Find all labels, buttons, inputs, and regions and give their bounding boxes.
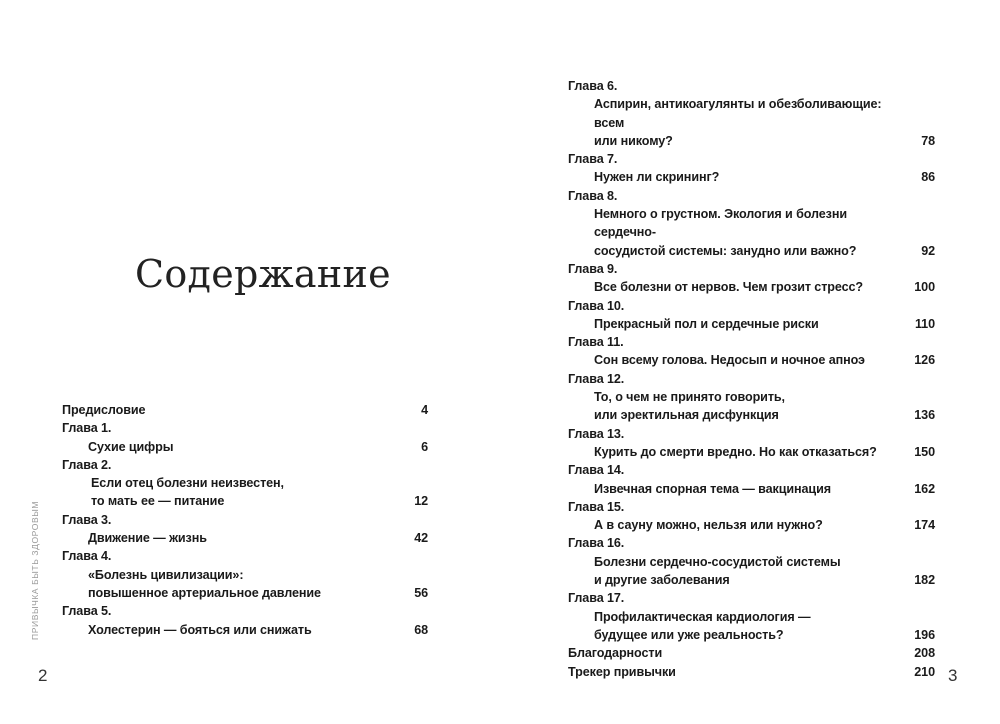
toc-entry bbox=[568, 571, 935, 589]
toc-entry-text: Глава 12. bbox=[568, 371, 625, 386]
toc-entry-text: Глава 7. bbox=[568, 152, 618, 167]
toc-entry-text: Сухие цифры bbox=[88, 439, 174, 454]
toc-entry-text: будущее или уже реальность? bbox=[594, 627, 784, 642]
toc-entry-text: Болезни сердечно-сосудистой системы bbox=[594, 554, 841, 569]
toc-entry bbox=[62, 438, 428, 456]
toc-entry bbox=[568, 406, 935, 424]
toc-entry-text: То, о чем не принято говорить, bbox=[594, 390, 785, 405]
toc-entry bbox=[568, 351, 935, 369]
toc-entry bbox=[568, 443, 935, 461]
toc-entry bbox=[62, 401, 428, 419]
toc-entry-text: Все болезни от нервов. Чем грозит стресс? bbox=[594, 280, 864, 295]
toc-entry-text: Глава 10. bbox=[568, 298, 625, 313]
toc-entry bbox=[568, 480, 935, 498]
toc-entry-text: Профилактическая кардиология — bbox=[594, 609, 811, 624]
toc-entry-text: А в сауну можно, нельзя или нужно? bbox=[594, 518, 823, 533]
toc-entry-text: «Болезнь цивилизации»: bbox=[88, 567, 244, 582]
toc-entry bbox=[568, 553, 935, 571]
toc-chapter-label bbox=[62, 511, 428, 529]
toc-entry-text: Немного о грустном. Экология и болезни сердечно- bbox=[594, 207, 847, 240]
toc-entry-text: Нужен ли скрининг? bbox=[594, 170, 720, 185]
toc-chapter-label bbox=[62, 456, 428, 474]
toc-entry-text: Глава 9. bbox=[568, 261, 618, 276]
toc-entry-text: и другие заболевания bbox=[594, 573, 730, 588]
running-head: ПРИВЫЧКА БЫТЬ ЗДОРОВЫМ bbox=[30, 500, 40, 640]
toc-chapter-label bbox=[568, 370, 935, 388]
toc-entry bbox=[568, 315, 935, 333]
toc-chapter-label bbox=[568, 425, 935, 443]
toc-chapter-label bbox=[568, 333, 935, 351]
toc-entry-text: Глава 16. bbox=[568, 536, 625, 551]
toc-entry-text: Извечная спорная тема — вакцинация bbox=[594, 481, 831, 496]
toc-page-number: 56 bbox=[414, 585, 428, 600]
toc-entry bbox=[568, 608, 935, 626]
toc-entry bbox=[568, 644, 935, 662]
toc-chapter-label bbox=[568, 534, 935, 552]
toc-chapter-label bbox=[568, 498, 935, 516]
page-number: 2 bbox=[38, 666, 48, 685]
toc-entry-text: Глава 15. bbox=[568, 499, 625, 514]
toc-entry-text: сосудистой системы: занудно или важно? bbox=[594, 243, 857, 258]
toc-entry bbox=[62, 492, 428, 510]
toc-entry bbox=[568, 168, 935, 186]
toc-chapter-label bbox=[62, 602, 428, 620]
toc-entry bbox=[568, 516, 935, 534]
toc-chapter-label bbox=[568, 260, 935, 278]
toc-page-number: 136 bbox=[914, 408, 935, 423]
toc-entry-text: Прекрасный пол и сердечные риски bbox=[594, 316, 819, 331]
toc-chapter-label bbox=[568, 187, 935, 205]
page-number: 3 bbox=[948, 666, 958, 685]
right-page bbox=[500, 0, 1000, 724]
toc-page-number: 42 bbox=[414, 531, 428, 546]
toc-chapter-label bbox=[568, 150, 935, 168]
toc-entry-text: Аспирин, антикоагулянты и обезболивающие: всем bbox=[594, 97, 882, 130]
toc-entry bbox=[568, 278, 935, 296]
toc-entry-text: Предисловие bbox=[62, 403, 146, 417]
toc-entry-text: Сон всему голова. Недосып и ночное апноэ bbox=[594, 353, 865, 368]
toc-page-number: 100 bbox=[914, 280, 935, 295]
toc-page-number: 86 bbox=[921, 170, 935, 185]
toc-entry-text: Глава 2. bbox=[62, 457, 112, 472]
toc-chapter-label bbox=[568, 589, 935, 607]
toc-chapter-label bbox=[568, 461, 935, 479]
toc-entry bbox=[62, 621, 428, 639]
toc-entry-text: то мать ее — питание bbox=[91, 494, 225, 509]
toc-page-number: 12 bbox=[414, 494, 428, 509]
toc-page-number: 208 bbox=[914, 646, 935, 661]
toc-entry-text: Холестерин — бояться или снижать bbox=[88, 622, 312, 637]
toc-entry-text: или никому? bbox=[594, 133, 673, 148]
toc-entry bbox=[568, 95, 935, 132]
toc-page-number: 6 bbox=[421, 439, 428, 454]
toc-entry bbox=[62, 566, 428, 584]
toc-page-number: 126 bbox=[914, 353, 935, 368]
toc-chapter-label bbox=[568, 297, 935, 315]
toc-entry-text: повышенное артериальное давление bbox=[88, 585, 321, 600]
toc-entry bbox=[62, 584, 428, 602]
toc-page-number: 196 bbox=[914, 627, 935, 642]
toc-entry bbox=[568, 663, 935, 681]
toc-entry-text: Глава 13. bbox=[568, 426, 625, 441]
toc-entry-text: или эректильная дисфункция bbox=[594, 408, 779, 423]
toc-entry-text: Глава 3. bbox=[62, 512, 112, 527]
toc-page-number: 68 bbox=[414, 622, 428, 637]
toc-entry bbox=[62, 529, 428, 547]
toc-entry bbox=[568, 626, 935, 644]
table-of-contents-left bbox=[62, 401, 428, 639]
toc-entry-text: Если отец болезни неизвестен, bbox=[91, 476, 284, 491]
toc-entry-text: Глава 6. bbox=[568, 79, 618, 93]
toc-page-number: 174 bbox=[914, 518, 935, 533]
toc-entry-text: Курить до смерти вредно. Но как отказаться? bbox=[594, 444, 877, 459]
toc-page-number: 78 bbox=[921, 133, 935, 148]
toc-chapter-label bbox=[62, 419, 428, 437]
toc-entry bbox=[568, 132, 935, 150]
toc-page-number: 150 bbox=[914, 444, 935, 459]
toc-entry-text: Глава 4. bbox=[62, 549, 112, 564]
toc-page-number: 210 bbox=[914, 664, 935, 679]
toc-entry bbox=[62, 474, 428, 492]
toc-entry bbox=[568, 242, 935, 260]
toc-entry-text: Глава 11. bbox=[568, 335, 624, 350]
toc-entry bbox=[568, 205, 935, 242]
toc-entry-text: Глава 8. bbox=[568, 188, 618, 203]
toc-page-number: 162 bbox=[914, 481, 935, 496]
toc-page-number: 92 bbox=[921, 243, 935, 258]
toc-entry-text: Благодарности bbox=[568, 646, 663, 661]
table-of-contents-right bbox=[568, 77, 935, 681]
toc-entry-text: Трекер привычки bbox=[568, 664, 676, 679]
toc-chapter-label bbox=[568, 77, 935, 95]
toc-page-number: 182 bbox=[914, 573, 935, 588]
toc-page-number: 110 bbox=[914, 316, 935, 331]
toc-entry-text: Движение — жизнь bbox=[88, 531, 207, 546]
toc-entry-text: Глава 1. bbox=[62, 421, 112, 436]
toc-page-number: 4 bbox=[421, 403, 428, 417]
toc-chapter-label bbox=[62, 547, 428, 565]
toc-entry-text: Глава 14. bbox=[568, 463, 625, 478]
toc-entry-text: Глава 5. bbox=[62, 604, 112, 619]
page-title: Содержание bbox=[135, 252, 391, 296]
toc-entry bbox=[568, 388, 935, 406]
toc-entry-text: Глава 17. bbox=[568, 591, 625, 606]
